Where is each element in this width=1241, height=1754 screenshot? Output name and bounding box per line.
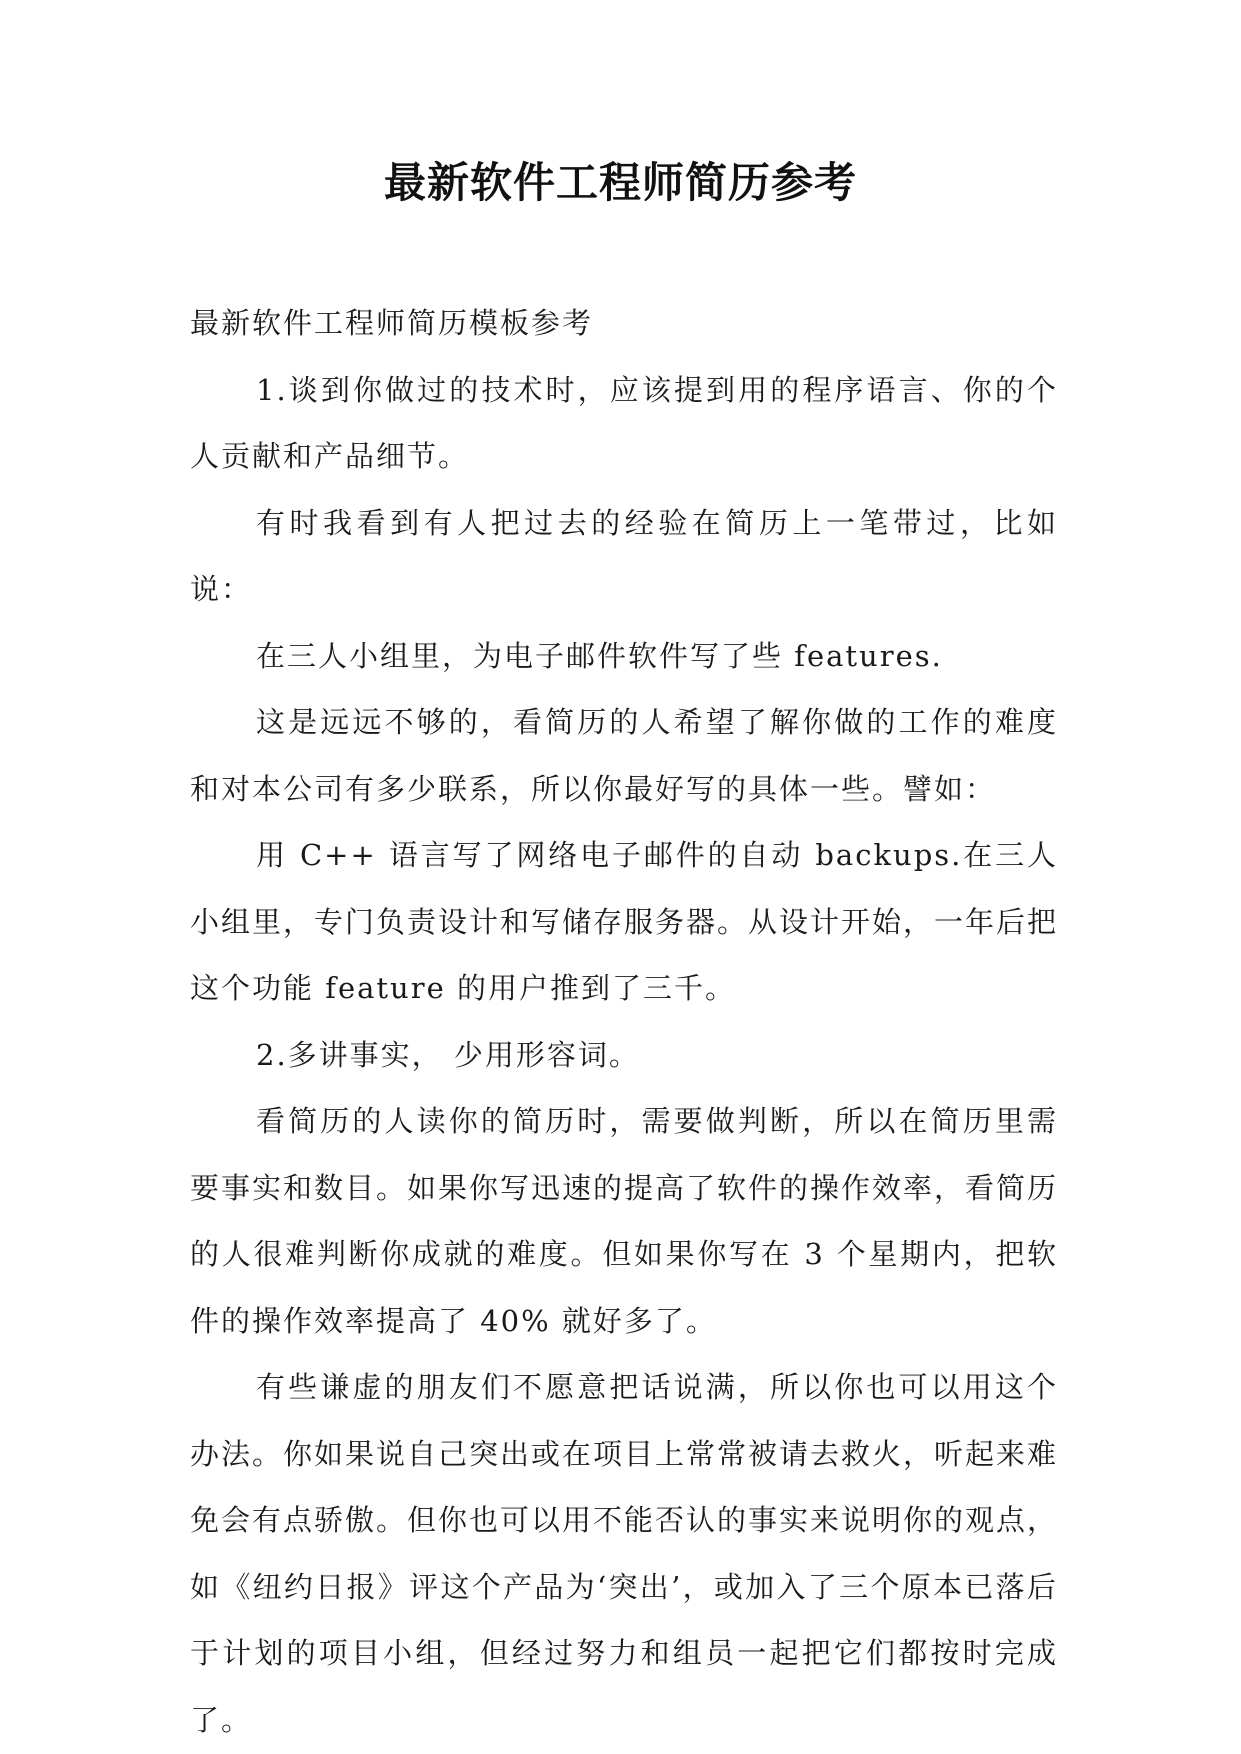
paragraph: 看简历的人读你的简历时，需要做判断，所以在简历里需要事实和数目。如果你写迅速的提高了软件的操作效率，看简历的人很难判断你成就的难度。但如果你写在 3 个星期内，把软件的操作效率提高了 40% 就好多了。: [190, 1104, 1059, 1338]
paragraph: 用 C++ 语言写了网络电子邮件的自动 backups.在三人小组里，专门负责设计和写储存服务器。从设计开始，一年后把这个功能 feature 的用户推到了三千。: [190, 838, 1059, 1005]
paragraph: 在三人小组里，为电子邮件软件写了些 features.: [256, 638, 943, 673]
document-title: 最新软件工程师简历参考: [383, 158, 857, 207]
paragraph-subtitle: 最新软件工程师简历模板参考: [190, 306, 594, 340]
paragraph: 有时我看到有人把过去的经验在简历上一笔带过，比如说：: [190, 505, 1058, 606]
paragraph: 2.多讲事实， 少用形容词。: [256, 1037, 640, 1072]
paragraph: 1.谈到你做过的技术时，应该提到用的程序语言、你的个人贡献和产品细节。: [190, 372, 1058, 473]
document-body: [190, 290, 1058, 1753]
paragraph: 这是远远不够的，看简历的人希望了解你做的工作的难度和对本公司有多少联系，所以你最好写的具体一些。譬如：: [190, 705, 1058, 806]
paragraph: 有些谦虚的朋友们不愿意把话说满，所以你也可以用这个办法。你如果说自己突出或在项目上常常被请去救火，听起来难免会有点骄傲。但你也可以用不能否认的事实来说明你的观点，如《纽约日报》评这个产品为‘突出’，或加入了三个原本已落后于计划的项目小组，但经过努力和组员一起把它们都按时完成了。: [190, 1370, 1059, 1737]
